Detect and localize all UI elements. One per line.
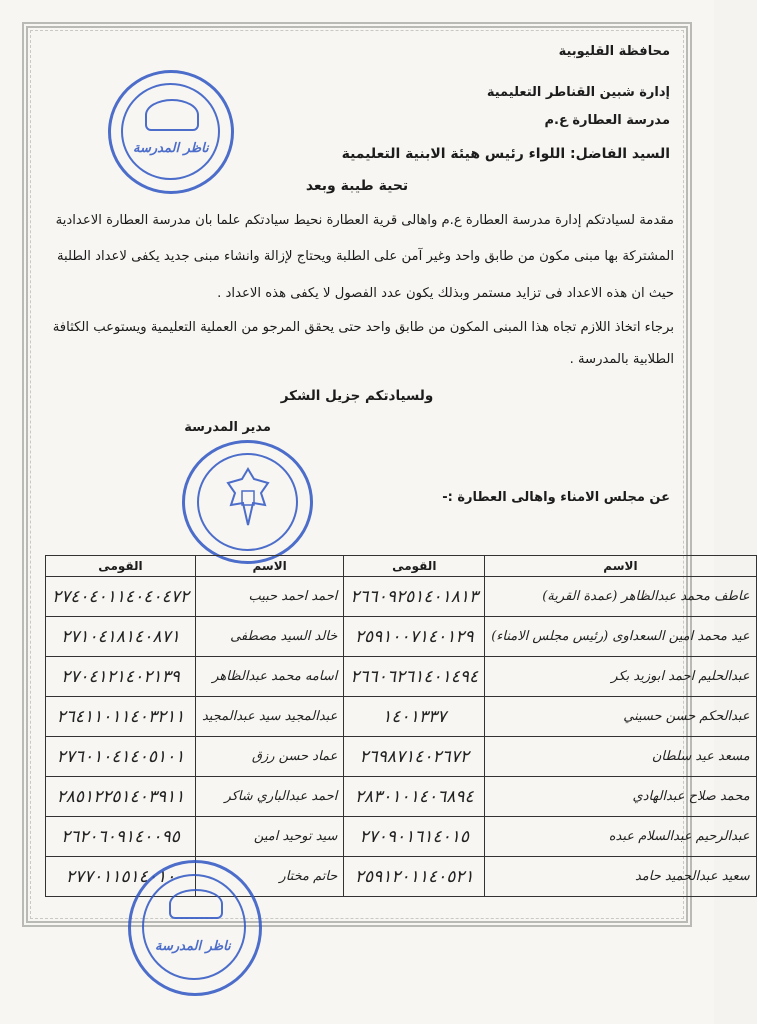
body-line-1: مقدمة لسيادتكم إدارة مدرسة العطارة ع.م واهالى قرية العطارة نحيط سيادتكم علما بان مدرسة العطارة الاعدادية bbox=[55, 213, 674, 228]
signer-name: عاطف محمد عبدالظاهر (عمدة القرية) bbox=[485, 577, 756, 617]
stamp-signature: ناظر المدرسة bbox=[155, 939, 231, 954]
signer-name: محمد صلاح عبدالهادي bbox=[485, 777, 756, 817]
republic-stamp bbox=[182, 440, 313, 564]
table-row bbox=[46, 697, 757, 737]
signer-name: احمد عبدالباري شاكر bbox=[195, 777, 343, 817]
signer-name: عبدالمجيد سيد عبدالمجيد bbox=[195, 697, 343, 737]
addressee: السيد الفاضل: اللواء رئيس هيئة الابنية التعليمية bbox=[341, 146, 670, 162]
administration: إدارة شبين القناطر التعليمية bbox=[486, 85, 670, 100]
national-id: ٢٧١٠٤١٨١٤٠٨٧١ bbox=[46, 617, 196, 657]
national-id: ٢٦٦٠٦٢٦١٤٠١٤٩٤ bbox=[344, 657, 485, 697]
signatures-table bbox=[45, 555, 757, 897]
national-id: ٢٦٢٠٦٠٩١٤٠٠٩٥ bbox=[46, 817, 196, 857]
body-line-4: برجاء اتخاذ اللازم تجاه هذا المبنى المكون من طابق واحد حتى يحقق المرجو من العملية التعليمية ويستوعب الكثافة bbox=[52, 320, 674, 335]
national-id: ١٤٠١٣٣٧ bbox=[344, 697, 485, 737]
table-row bbox=[46, 777, 757, 817]
national-id: ٢٧٠٤١٢١٤٠٢١٣٩ bbox=[46, 657, 196, 697]
table-row bbox=[46, 817, 757, 857]
national-id: ٢٨٣٠١٠١٤٠٦٨٩٤ bbox=[344, 777, 485, 817]
building-emblem-icon bbox=[145, 99, 199, 131]
signer-name: مسعد عيد سلطان bbox=[485, 737, 756, 777]
body-line-3: حيث ان هذه الاعداد فى تزايد مستمر وبذلك يكون عدد الفصول لا يكفى هذه الاعداد . bbox=[217, 286, 674, 301]
col-header-name-2: الاسم bbox=[195, 556, 343, 577]
national-id: ٢٦٦٠٩٢٥١٤٠١٨١٣ bbox=[344, 577, 485, 617]
table-row bbox=[46, 737, 757, 777]
school-stamp-top bbox=[108, 70, 234, 194]
signer-name: عبدالرحيم عبدالسلام عبده bbox=[485, 817, 756, 857]
thanks-line: ولسيادتكم جزيل الشكر bbox=[280, 388, 434, 404]
national-id: ٢٧٤٠٤٠١١٤٠٤٠٤٧٢ bbox=[46, 577, 196, 617]
table-row bbox=[46, 617, 757, 657]
signer-name: اسامه محمد عبدالظاهر bbox=[195, 657, 343, 697]
table-header-row bbox=[46, 556, 757, 577]
table-row bbox=[46, 577, 757, 617]
signer-name: عيد محمد امين السعداوى (رئيس مجلس الامناء) bbox=[485, 617, 756, 657]
signer-name: سيد توحيد امين bbox=[195, 817, 343, 857]
building-emblem-icon bbox=[169, 889, 223, 919]
national-id: ٢٦٤١١٠١١٤٠٣٢١١ bbox=[46, 697, 196, 737]
col-header-id-1: القومى bbox=[344, 556, 485, 577]
stamp-signature: ناظر المدرسة bbox=[133, 141, 209, 156]
table-row bbox=[46, 657, 757, 697]
national-id: ٢٨٥١٢٢٥١٤٠٣٩١١ bbox=[46, 777, 196, 817]
signer-name: عبدالحكم حسن حسيني bbox=[485, 697, 756, 737]
col-header-id-2: القومى bbox=[46, 556, 196, 577]
col-header-name-1: الاسم bbox=[485, 556, 756, 577]
body-line-2: المشتركة بها مبنى مكون من طابق واحد وغير آمن على الطلبة ويحتاج لإزالة وانشاء مبنى جديد يكفى لاعداد الطلبة bbox=[56, 249, 674, 264]
principal-title: مدير المدرسة bbox=[184, 420, 271, 435]
council-heading: عن مجلس الامناء واهالى العطارة :- bbox=[442, 490, 670, 505]
governorate: محافظة القليوبية bbox=[558, 44, 670, 59]
national-id: ٢٧٦٠١٠٤١٤٠٥١٠١ bbox=[46, 737, 196, 777]
signer-name: احمد احمد حبيب bbox=[195, 577, 343, 617]
national-id: ٢٧٠٩٠١٦١٤٠١٥ bbox=[344, 817, 485, 857]
body-line-5: الطلابية بالمدرسة . bbox=[569, 352, 674, 367]
national-id: ٢٥٩١٢٠١١٤٠٥٢١ bbox=[344, 857, 485, 897]
school-stamp-bottom bbox=[128, 860, 262, 996]
signer-name: حاتم مختار bbox=[195, 857, 343, 897]
national-id: ٢٧٧٠١١٥١٤٠١٠ bbox=[46, 857, 196, 897]
eagle-emblem-icon bbox=[223, 465, 273, 535]
national-id: ٢٥٩١٠٠٧١٤٠١٢٩ bbox=[344, 617, 485, 657]
signer-name: عماد حسن رزق bbox=[195, 737, 343, 777]
national-id: ٢٦٩٨٧١٤٠٢٦٧٢ bbox=[344, 737, 485, 777]
school-name: مدرسة العطارة ع.م bbox=[544, 113, 670, 128]
signer-name: عبدالحليم احمد ابوزيد بكر bbox=[485, 657, 756, 697]
signer-name: خالد السيد مصطفى bbox=[195, 617, 343, 657]
signer-name: سعيد عبدالحميد حامد bbox=[485, 857, 756, 897]
greeting: تحية طيبة وبعد bbox=[305, 178, 409, 194]
